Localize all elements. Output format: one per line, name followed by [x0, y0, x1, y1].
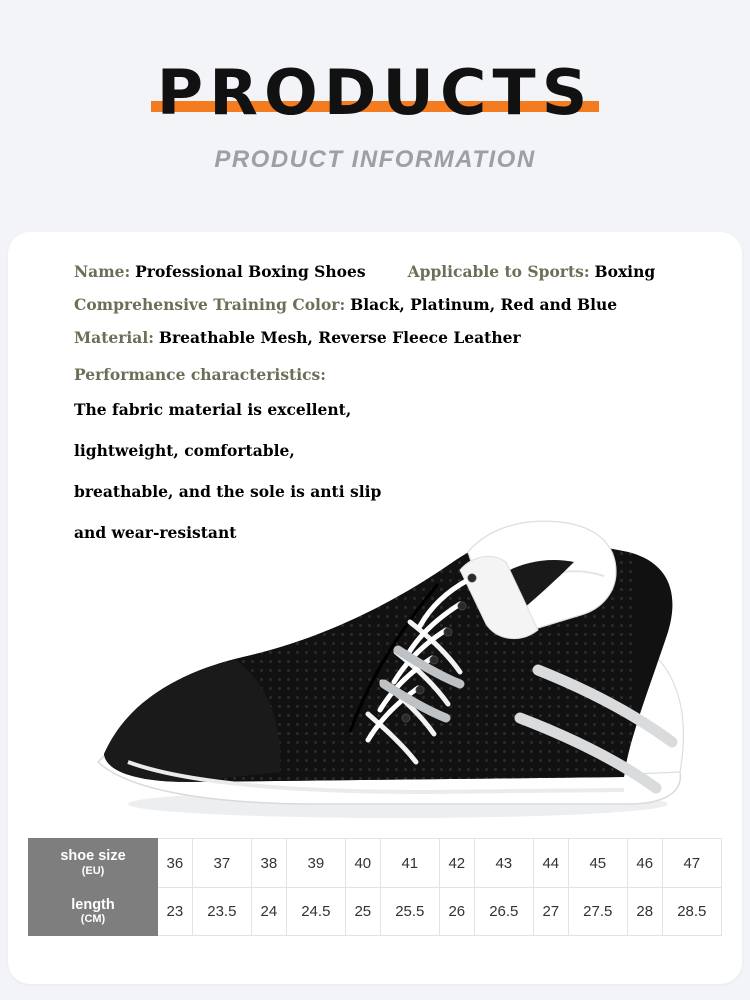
- size-cell: 47: [662, 839, 721, 887]
- color-value: Black, Platinum, Red and Blue: [350, 294, 618, 314]
- length-cell: 24.5: [286, 887, 345, 935]
- page-subtitle: PRODUCT INFORMATION: [214, 146, 536, 173]
- size-cell: 40: [345, 839, 380, 887]
- material-label: Material:: [74, 327, 154, 347]
- size-cell: 41: [380, 839, 439, 887]
- product-card: [8, 232, 742, 984]
- length-row-header-unit: (CM): [80, 913, 106, 926]
- length-cell: 26: [439, 887, 474, 935]
- sport-value: Boxing: [594, 262, 656, 281]
- performance-line: lightweight, comfortable,: [74, 440, 295, 460]
- size-cell: 42: [439, 839, 474, 887]
- size-row-header-label: shoe size: [60, 848, 126, 865]
- title-wrap: [151, 56, 599, 129]
- size-chart-table: [28, 838, 722, 936]
- table-row: [29, 887, 722, 935]
- size-cell: 37: [192, 839, 251, 887]
- length-cell: 24: [251, 887, 286, 935]
- length-cell: 23.5: [192, 887, 251, 935]
- size-cell: 45: [568, 839, 627, 887]
- length-cell: 26.5: [474, 887, 533, 935]
- sport-label: Applicable to Sports:: [407, 262, 590, 281]
- color-label: Comprehensive Training Color:: [74, 294, 346, 314]
- length-cell: 25: [345, 887, 380, 935]
- page-header: [0, 0, 750, 174]
- length-row-header: [29, 887, 158, 935]
- size-cell: 43: [474, 839, 533, 887]
- size-row-header-unit: (EU): [81, 865, 105, 878]
- length-cell: 28.5: [662, 887, 721, 935]
- info-row-color: [74, 295, 702, 316]
- size-cell: 39: [286, 839, 345, 887]
- size-cell: 46: [627, 839, 662, 887]
- length-cell: 28: [627, 887, 662, 935]
- product-image-stage: [8, 432, 742, 822]
- performance-line: and wear-resistant: [74, 522, 237, 542]
- boxing-shoe-image: [68, 432, 708, 822]
- performance-line: breathable, and the sole is anti slip: [74, 481, 382, 501]
- size-cell: 38: [251, 839, 286, 887]
- name-value: Professional Boxing Shoes: [135, 262, 366, 281]
- size-row-header: [29, 839, 158, 887]
- performance-line: The fabric material is excellent,: [74, 399, 352, 419]
- length-row-header-label: length: [71, 896, 115, 913]
- length-cell: 27: [533, 887, 568, 935]
- size-cell: 44: [533, 839, 568, 887]
- performance-label: Performance characteristics:: [74, 364, 326, 384]
- table-row: [29, 839, 722, 887]
- page-title: PRODUCTS: [156, 56, 594, 129]
- length-cell: 27.5: [568, 887, 627, 935]
- sport-segment: [408, 262, 656, 283]
- length-cell: 25.5: [380, 887, 439, 935]
- size-cell: 36: [158, 839, 193, 887]
- material-value: Breathable Mesh, Reverse Fleece Leather: [158, 327, 521, 347]
- info-row-name: [74, 262, 702, 283]
- name-label: Name:: [74, 262, 131, 281]
- name-segment: [74, 262, 366, 283]
- length-cell: 23: [158, 887, 193, 935]
- info-row-material: [74, 328, 702, 349]
